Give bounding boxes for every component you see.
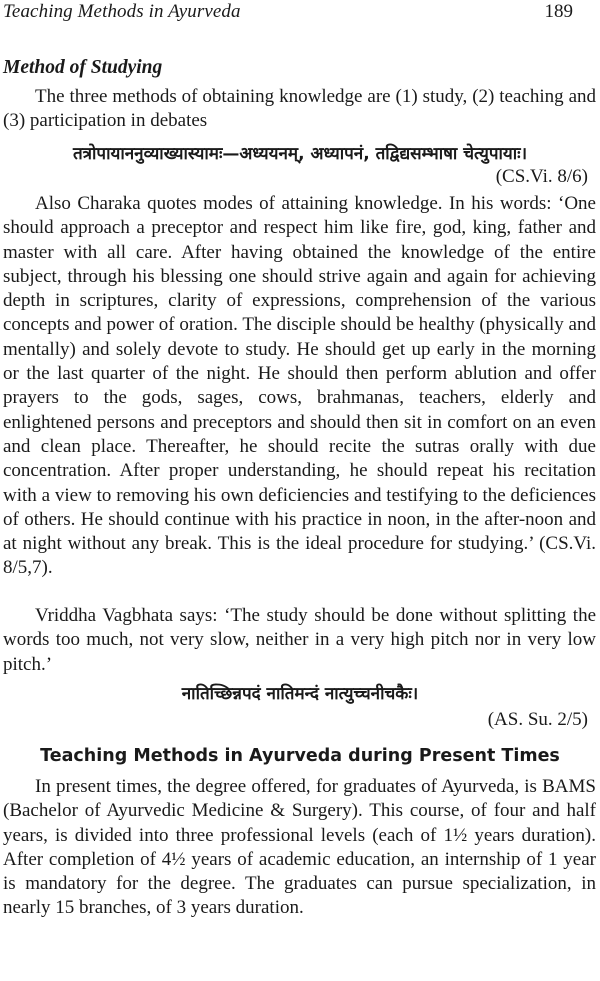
- running-head: Teaching Methods in Ayurveda: [3, 1, 241, 22]
- page-number: 189: [544, 1, 573, 22]
- sanskrit-verse-1: तत्रोपायाननुव्याख्यास्यामः—अध्ययनम्, अध्यापनं, तद्विद्यसम्भाषा चेत्युपायाः।: [72, 144, 528, 164]
- paragraph-three-methods: The three methods of obtaining knowledge are (1) study, (2) teaching and (3) participation in debates: [3, 86, 596, 132]
- citation-1: (CS.Vi. 8/6): [495, 166, 588, 187]
- paragraph-bams-course: In present times, the degree offered, for graduates of Ayurveda, is BAMS (Bachelor of Ayurvedic Medicine & Surgery). This course, of four and half years, is divided into three professional levels (each of 1½ years duration). After completion of 4½ years of academic education, an internship of 1 year is mandatory for the degree. The graduates can pursue specialization, in nearly 15 branches, of 3 years duration.: [3, 776, 596, 919]
- citation-2: (AS. Su. 2/5): [487, 709, 588, 730]
- section-title-present-times: Teaching Methods in Ayurveda during Present Times: [40, 746, 560, 766]
- section-title-method-of-studying: Method of Studying: [3, 57, 163, 78]
- paragraph-charaka-quote: Also Charaka quotes modes of attaining knowledge. In his words: ‘One should approach a preceptor and respect him like fire, god, king, father and master with all care. After having obtained the knowledge of the entire subject, through his blessing one should strive again and again for achieving depth in scriptures, clarity of expressions, comprehension of the various concepts and power of oration. The disciple should be healthy (physically and mentally) and solely devote to study. He should get up early in the morning or the last quarter of the night. He should then perform ablution and offer prayers to the gods, sages, cows, brahmanas, teachers, elderly and enlightened persons and preceptors and should then sit in comfort on an even and clean place. Thereafter, he should recite the sutras orally with due concentration. After proper understanding, he should repeat his recitation with a view to removing his own deficiencies and testifying to the deficiences of others. He should continue with his practice in noon, in the after-noon and at night without any break. This is the ideal procedure for studying.’ (CS.Vi. 8/5,7).: [3, 193, 596, 579]
- sanskrit-verse-2: नातिच्छिन्नपदं नातिमन्दं नात्युच्चनीचकैः।: [181, 684, 419, 704]
- paragraph-vagbhata-quote: Vriddha Vagbhata says: ‘The study should be done without splitting the words too much, not very slow, neither in a very high pitch nor in very low pitch.’: [3, 605, 596, 675]
